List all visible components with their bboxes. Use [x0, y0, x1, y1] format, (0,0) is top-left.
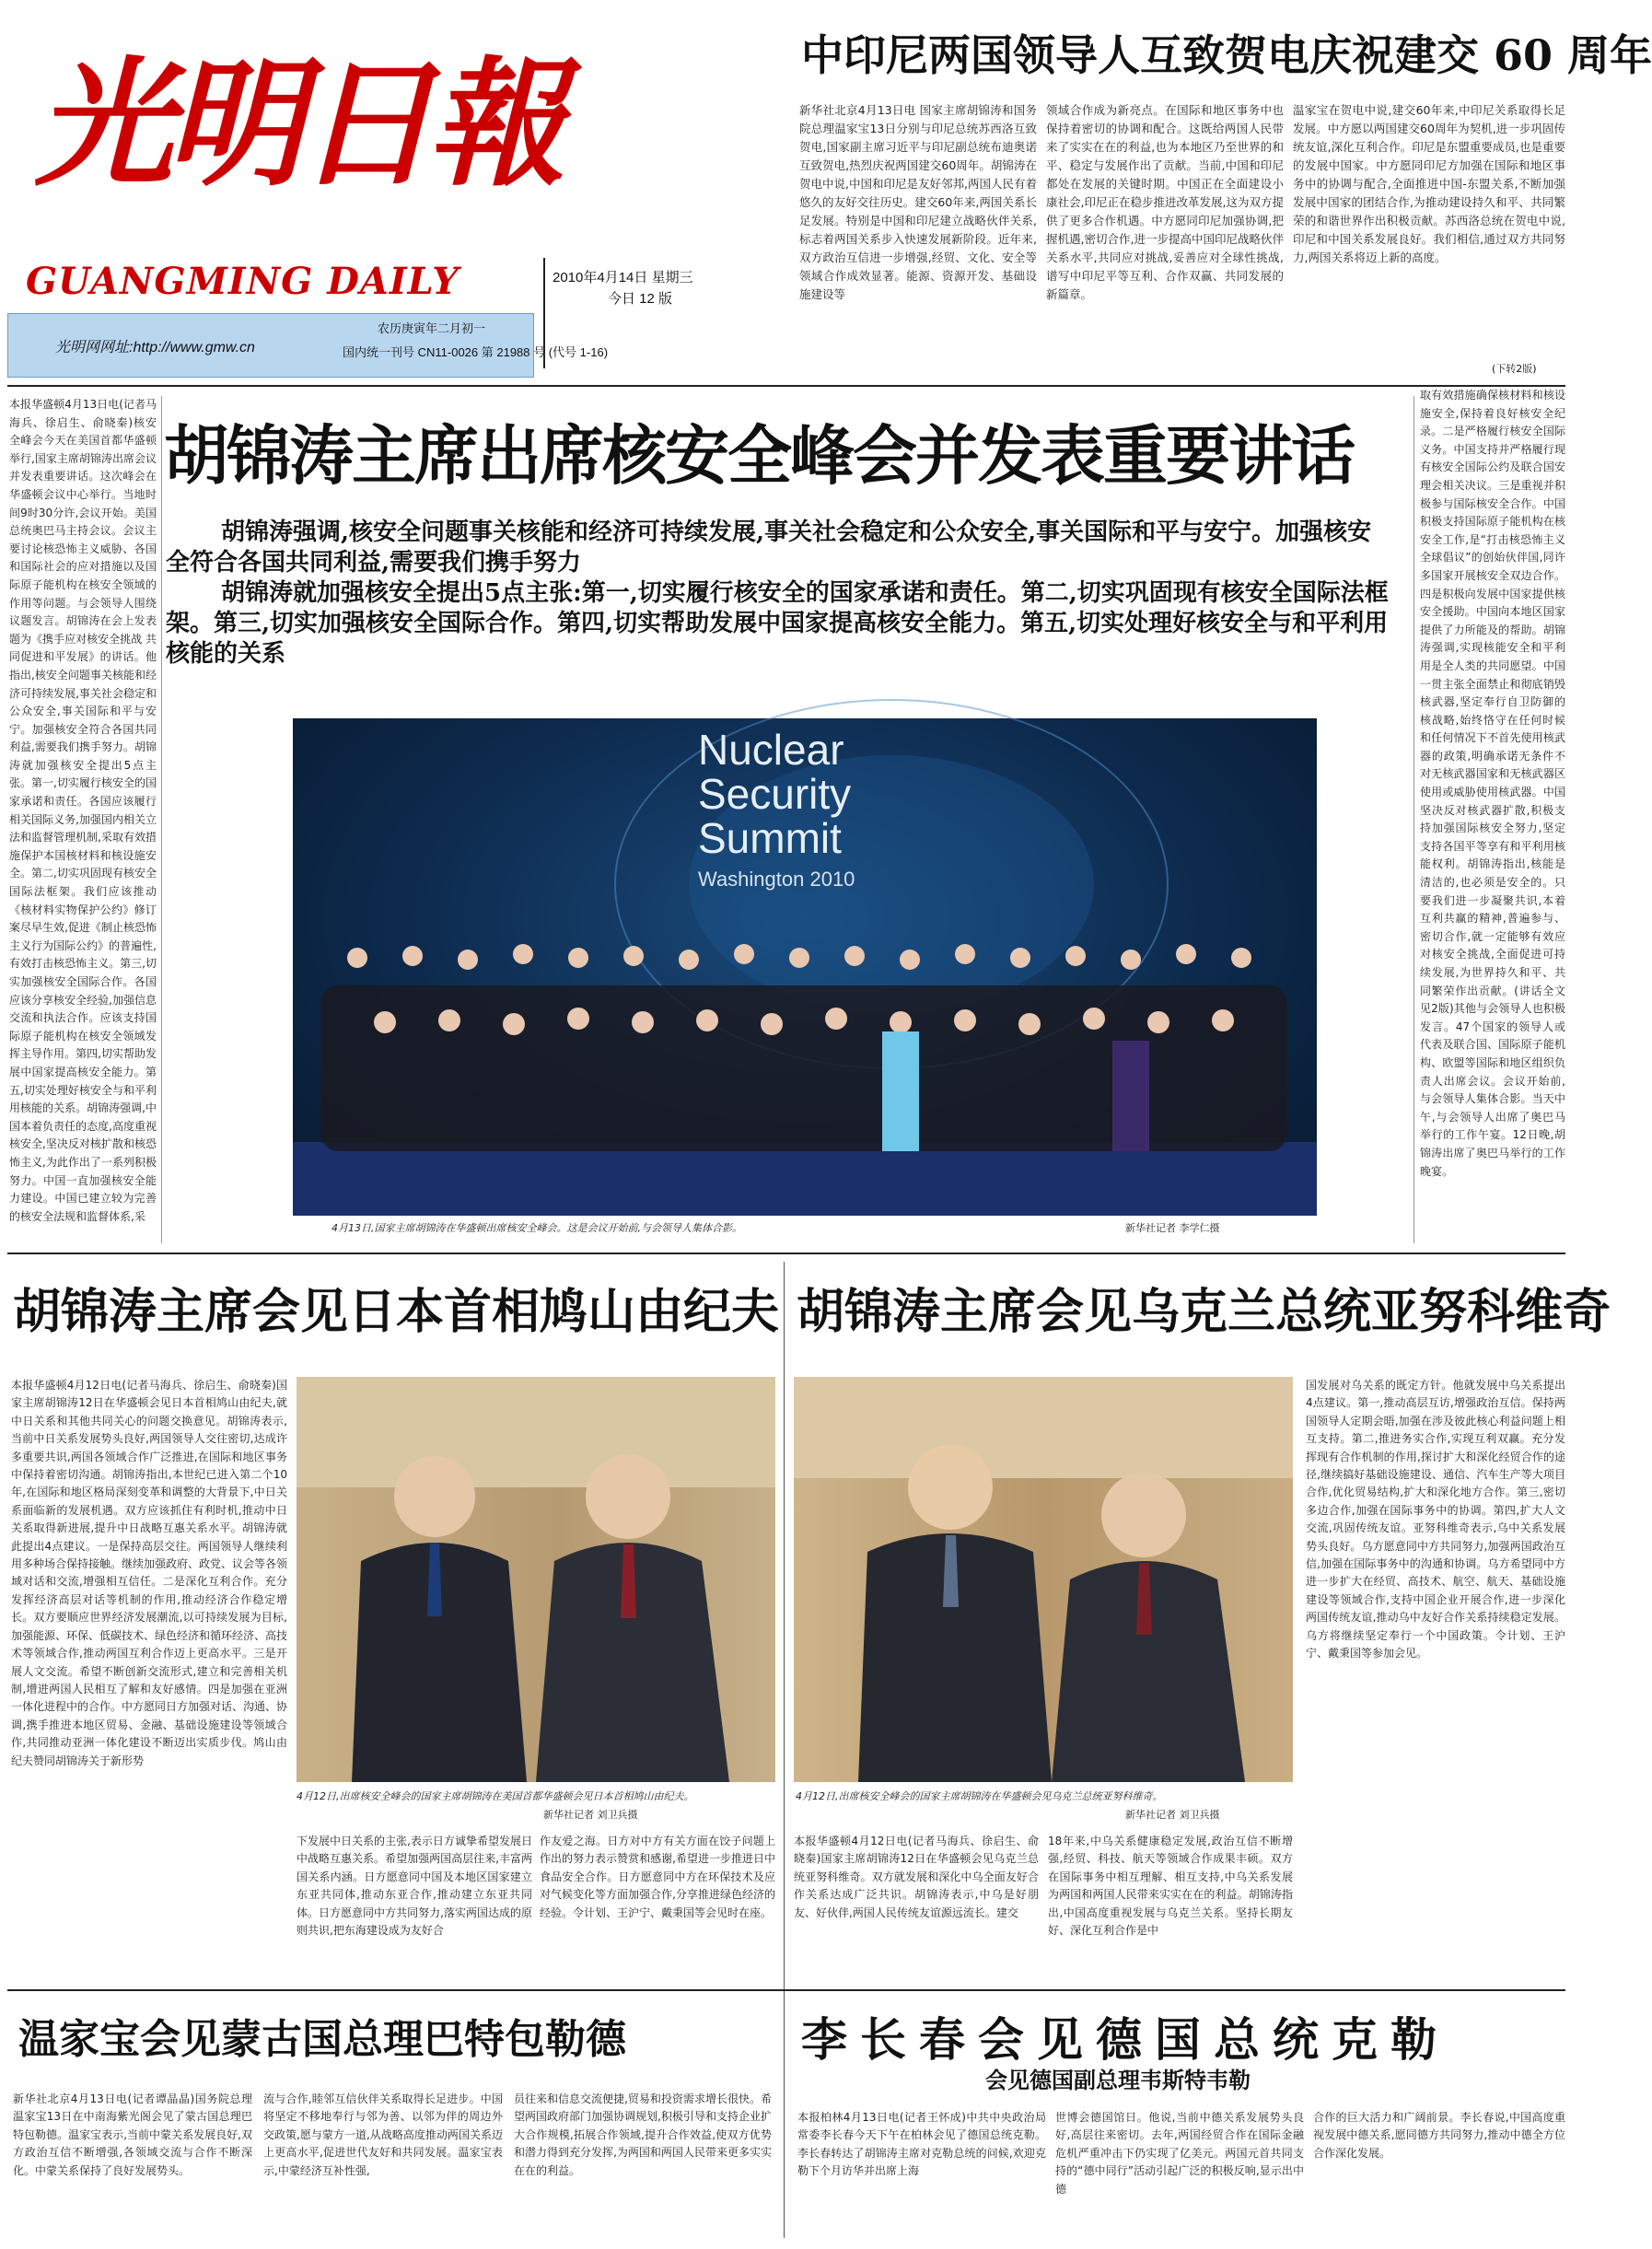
- issue-date: 2010年4月14日 星期三: [553, 270, 693, 285]
- summit-group-photo[interactable]: [293, 718, 1317, 1216]
- masthead-title: 光明日報: [35, 43, 559, 205]
- summit-banner-title: Nuclear Security Summit: [698, 726, 852, 862]
- wen-col-b: 流与合作,睦邻互信伙伴关系取得长足进步。中国将坚定不移地奉行与邻为善、以邻为伴的周边外交政策,愿与蒙方一道,从战略高度推动两国关系迈上更高水平,促进世代友好和共同发展。温家宝表示,中蒙经济互补性强,: [263, 2092, 503, 2177]
- japan-col-a: 本报华盛顿4月12日电(记者马海兵、徐启生、俞晓秦)国家主席胡锦涛12日在华盛顿会见日本首相鸠山由纪夫,就中日关系和其他共同关心的问题交换意见。胡锦涛表示,当前中日关系发展势头良好,两国领导人交往密切,达成许多重要共识,两国各领域合作广泛推进,在国际和地区事务中保持着密切沟通。胡锦涛指出,本世纪已进入第二个10年,在国际和地区格局深刻变革和调整的大背景下,中日关系面临新的发展机遇。双方应该抓住有利时机,推动中日关系取得新进展,提升中日战略互惠关系水平。胡锦涛就此提出4点建议。一是保持高层交往。两国领导人继续利用多种场合保持接触。继续加强政府、政党、议会等各领域对话和交流,增强相互信任。二是深化互利合作。充分发挥经济高层对话等机制的作用,推动经济合作稳定增长。双方要顺应世界经济发展潮流,以可持续发展为目标,加强能源、环保、低碳技术、绿色经济和循环经济、高技术等领域合作,推动两国互利合作迈上更高水平。三是开展人文交流。希望不断创新交流形式,建立和完善相关机制,增进两国人民相互了解和友好感情。四是加强在亚洲一体化进程中的合作。中方愿同日方加强对话、沟通、协调,携手推进本地区贸易、金融、基础设施建设等领域合作,共同推动亚洲一体化建设不断迈出实质步伐。鸠山由纪夫赞同胡锦涛关于新形势: [11, 1379, 288, 1767]
- li-col-b: 世博会德国馆日。他说,当前中德关系发展势头良好,高层往来密切。去年,两国经贸合作在国际金融危机严重冲击下仍实现了亿美元。两国元首共同支持的“德中同行”活动引起广泛的积极反响,显示出中德: [1055, 2111, 1304, 2196]
- ukraine-headline[interactable]: 胡锦涛主席会见乌克兰总统亚努科维奇: [797, 1284, 1611, 1340]
- summit-photo-caption: 4月13日,国家主席胡锦涛在华盛顿出席核安全峰会。这是会议开始前,与会领导人集体合影。: [332, 1222, 742, 1234]
- top-story-headline[interactable]: 中印尼两国领导人互致贺电庆祝建交 60 周年: [801, 30, 1652, 80]
- top-story-col-3: 温家宝在贺电中说,建交60年来,中印尼关系取得长足发展。中方愿以两国建交60周年为契机,进一步巩固传统友谊,深化互利合作。印尼是东盟重要成员,也是重要的发展中国家。中方愿同印尼方加强在国际和地区事务中的协调与配合,全面推进中国-东盟关系,不断加强发展中国家的团结合作,为推动建设持久和平、共同繁荣的和谐世界作出积极贡献。苏西洛总统在贺电中说,印尼和中国关系发展良好。我们相信,通过双方共同努力,两国关系将迈上新的高度。: [1293, 103, 1565, 264]
- lead-deck-1: 胡锦涛强调,核安全问题事关核能和经济可持续发展,事关社会稳定和公众安全,事关国际和平与安宁。加强核安全符合各国共同利益,需要我们携手努力: [166, 519, 1372, 577]
- japan-col-c: 作友爱之海。日方对中方有关方面在饺子问题上作出的努力表示赞赏和感谢,希望进一步推进日中食品安全合作。日方愿意同中方在环保技术及应对气候变化等方面加强合作,分享推进绿色经济的经验。令计划、王沪宁、戴秉国等会见时在座。: [540, 1835, 775, 1919]
- lunar-date: 农历庚寅年二月初一: [378, 321, 486, 335]
- li-col-a: 本报柏林4月13日电(记者王怀成)中共中央政治局常委李长春今天下午在柏林会见了德国总统克勒。李长春转达了胡锦涛主席对克勒总统的问候,欢迎克勒下个月访华并出席上海: [797, 2111, 1046, 2178]
- ukraine-photo-credit: 新华社记者 刘卫兵摄: [1125, 1809, 1220, 1821]
- summit-banner-subtitle: Washington 2010: [698, 868, 855, 891]
- summit-photo-credit: 新华社记者 李学仁摄: [1125, 1222, 1220, 1234]
- rule-vertical-middle: [784, 1262, 785, 2238]
- japan-headline[interactable]: 胡锦涛主席会见日本首相鸠山由纪夫: [13, 1284, 780, 1340]
- rule-top: [7, 385, 1565, 387]
- lead-deck: [166, 518, 1390, 702]
- top-story-col-1: 新华社北京4月13日电 国家主席胡锦涛和国务院总理温家宝13日分别与印尼总统苏西洛互致贺电,国家副主席习近平与印尼副总统布迪奥诺互致贺电,热烈庆祝两国建交60周年。胡锦涛在贺电中说,中国和印尼是友好邻邦,两国人民有着悠久的友好交往历史。建交60年来,两国关系长足发展。特别是中国和印尼建立战略伙伴关系,标志着两国关系步入快速发展新阶段。近年来,双方政治互信进一步增强,经贸、文化、安全等领域合作成效显著。能源、资源开发、基础设施建设等: [799, 103, 1037, 301]
- issn: 国内统一刊号 CN11-0026 第 21988 号 (代号 1-16): [343, 345, 609, 359]
- wen-col-c: 员往来和信息交流便捷,贸易和投资需求增长很快。希望两国政府部门加强协调规划,积极引导和支持企业扩大合作规模,拓展合作领域,提升合作效益,使双方优势和潜力得到充分发挥,为两国和两国人民带来更多实实在在的利益。: [514, 2092, 772, 2177]
- ukraine-side-column: 国发展对乌关系的既定方针。他就发展中乌关系提出4点建议。第一,推动高层互访,增强政治互信。保持两国领导人定期会晤,加强在涉及彼此核心利益问题上相互支持。第二,推进务实合作,实现互利双赢。充分发挥现有合作机制的作用,探讨扩大和深化经贸合作的途径,继续搞好基础设施建设、通信、汽车生产等大项目合作,优化贸易结构,扩大和深化地方合作。第三,密切多边合作,加强在国际事务中的协调。第四,扩大人文交流,巩固传统友谊。亚努科维奇表示,乌中关系发展势头良好。乌方愿意同中方共同努力,加强两国政治互信,加强在国际事务中的沟通和协调。乌方希望同中方进一步扩大在经贸、高技术、航空、航天、基础设施建设等领域合作,支持中国企业开展合作,进一步深化两国传统友谊,推动乌中友好合作关系持续稳定发展。乌方将继续坚定奉行一个中国政策。令计划、王沪宁、戴秉国等参加会见。: [1306, 1379, 1565, 1661]
- website-link[interactable]: 光明网网址:http://www.gmw.cn: [55, 340, 255, 355]
- top-story-continued: (下转2版): [1492, 363, 1537, 375]
- ukraine-photo-caption: 4月12日,出席核安全峰会的国家主席胡锦涛在华盛顿会见乌克兰总统亚努科维奇。: [796, 1790, 1163, 1802]
- japan-meeting-photo[interactable]: [297, 1377, 775, 1782]
- page-count: 今日 12 版: [608, 291, 673, 307]
- lead-deck-2: 胡锦涛就加强核安全提出5点主张:第一,切实履行核安全的国家承诺和责任。第二,切实巩固现有核安全国际法框架。第三,切实加强核安全国际合作。第四,切实帮助发展中国家提高核安全能力。第五,切实处理好核安全与和平利用核能的关系: [166, 579, 1389, 668]
- lead-right-column: 取有效措施确保核材料和核设施安全,保持着良好核安全纪录。二是严格履行核安全国际义务。中国支持并严格履行现有核安全国际公约及联合国安理会相关决议。三是重视并积极参与国际核安全合作。中国积极支持国际原子能机构在核安全工作,是“打击核恐怖主义全球倡议”的创始伙伴国,同许多国家开展核安全双边合作。四是积极向发展中国家提供核安全援助。中国向本地区国家提供了力所能及的帮助。胡锦涛强调,实现核能安全和平利用是全人类的共同愿望。中国一贯主张全面禁止和彻底销毁核武器,坚定奉行自卫防御的核战略,始终恪守在任何时候和任何情况下不首先使用核武器的政策,明确承诺无条件不对无核武器国家和无核武器区使用或威胁使用核武器。中国坚决反对核武器扩散,积极支持加强国际核安全努力,坚定支持各国平等享有和平利用核能权利。胡锦涛指出,核能是清洁的,也必须是安全的。只要我们进一步凝聚共识,本着互利共赢的精神,普遍参与、密切合作,就一定能够有效应对核安全挑战,全面促进可持续发展,为世界持久和平、共同繁荣作出贡献。(讲话全文见2版)其他与会领导人也积极发言。47个国家的领导人或代表及联合国、国际原子能机构、欧盟等国际和地区组织负责人出席会议。会议开始前,与会领导人集体合影。当天中午,与会领导人出席了奥巴马举行的工作午宴。12日晚,胡锦涛出席了奥巴马举行的工作晚宴。: [1420, 389, 1565, 1178]
- masthead-title-en: GUANGMING DAILY: [26, 260, 460, 303]
- ukraine-col-b: 18年来,中乌关系健康稳定发展,政治互信不断增强,经贸、科技、航天等领域合作成果丰硕。双方在国际事务中相互理解、相互支持,中乌关系发展为两国和两国人民带来实实在在的利益。胡锦涛指出,中国高度重视发展与乌克兰关系。坚持长期友好、深化互利合作是中: [1048, 1835, 1293, 1938]
- lead-left-column: 本报华盛顿4月13日电(记者马海兵、徐启生、俞晓秦)核安全峰会今天在美国首都华盛顿举行,国家主席胡锦涛出席会议并发表重要讲话。这次峰会在华盛顿会议中心举行。当地时间9时30分许,会议开始。美国总统奥巴马主持会议。会议主要讨论核恐怖主义威胁、各国和国际社会的应对措施以及国际原子能机构在核安全领域的作用等问题。与会领导人围绕议题发言。胡锦涛在会上发表题为《携手应对核安全挑战 共同促进和平发展》的讲话。他指出,核安全问题事关核能和经济可持续发展,事关社会稳定和公众安全,事关国际和平与安宁。加强核安全符合各国共同利益,需要我们携手努力。胡锦涛就加强核安全提出5点主张。第一,切实履行核安全的国家承诺和责任。各国应该履行相关国际义务,加强国内相关立法和监督管理机制,采取有效措施保护本国核材料和核设施安全。第二,切实巩固现有核安全国际法框架。我们应该推动《核材料实物保护公约》修订案尽早生效,促进《制止核恐怖主义行为国际公约》的普遍性,有效打击核恐怖主义。第三,切实加强核安全国际合作。各国应该分享核安全经验,加强信息交流和执法合作。应该支持国际原子能机构在核安全领域发挥主导作用。第四,切实帮助发展中国家提高核安全能力。第五,切实处理好核安全与和平利用核能的关系。胡锦涛强调,中国本着负责任的态度,高度重视核安全,坚决反对核扩散和核恐怖主义,为此作出了一系列积极努力。中国一直加强核安全能力建设。中国已建立较为完善的核安全法规和监督体系,采: [9, 398, 157, 1223]
- li-col-c: 合作的巨大活力和广阔前景。李长春说,中国高度重视发展中德关系,愿同德方共同努力,推动中德全方位合作深化发展。: [1313, 2111, 1565, 2160]
- top-story-col-2: 领域合作成为新亮点。在国际和地区事务中也保持着密切的协调和配合。这既给两国人民带来了实实在在的利益,也为本地区乃至世界的和平、稳定与发展作出了贡献。当前,中国和印尼都处在发展的关键时期。中国正在全面建设小康社会,印尼正在稳步推进改革发展,这为双方提供了更多合作机遇。中方愿同印尼加强协调,把握机遇,密切合作,进一步提高中国印尼战略伙伴关系水平,共同应对挑战,妥善应对全球性挑战,谱写中印尼平等互利、合作双赢、共同发展的新篇章。: [1046, 103, 1284, 301]
- li-headline[interactable]: 李长春会见德国总统克勒: [801, 2012, 1449, 2067]
- rule-lower: [7, 1989, 1565, 1991]
- japan-col-b: 下发展中日关系的主张,表示日方诚挚希望发展日中战略互惠关系。希望加强两国高层往来,丰富两国关系内涵。日方愿意同中国及本地区国家建立东亚共同体,推动东亚合作,推动建立东亚共同体。日方愿意同中方共同努力,落实两国达成的原则共识,把东海建设成为友好合: [297, 1835, 532, 1938]
- japan-photo-credit: 新华社记者 刘卫兵摄: [543, 1809, 638, 1821]
- ukraine-meeting-photo[interactable]: [794, 1377, 1293, 1782]
- lead-headline[interactable]: 胡锦涛主席出席核安全峰会并发表重要讲话: [164, 417, 1354, 494]
- ukraine-photo-art: [794, 1377, 1293, 1782]
- japan-photo-art: [297, 1377, 775, 1782]
- lead-left-divider: [161, 396, 162, 1243]
- ukraine-col-a: 本报华盛顿4月12日电(记者马海兵、徐启生、俞晓秦)国家主席胡锦涛12日在华盛顿会见乌克兰总统亚努科维奇。双方就发展和深化中乌全面友好合作关系达成广泛共识。胡锦涛表示,中乌是好朋友、好伙伴,两国人民传统友谊源远流长。建交: [794, 1835, 1039, 1919]
- wen-headline[interactable]: 温家宝会见蒙古国总理巴特包勒德: [18, 2016, 626, 2063]
- japan-photo-caption: 4月12日,出席核安全峰会的国家主席胡锦涛在美国首都华盛顿会见日本首相鸠山由纪夫。: [297, 1790, 694, 1802]
- li-subhead: 会见德国副总理韦斯特韦勒: [985, 2067, 1251, 2093]
- rule-middle: [7, 1253, 1565, 1254]
- wen-col-a: 新华社北京4月13日电(记者谭晶晶)国务院总理温家宝13日在中南海紫光阁会见了蒙古国总理巴特包勒德。温家宝表示,当前中蒙关系发展良好,双方政治互信不断增强,各领域交流与合作不断深化。中蒙关系保持了良好发展势头。: [13, 2092, 252, 2177]
